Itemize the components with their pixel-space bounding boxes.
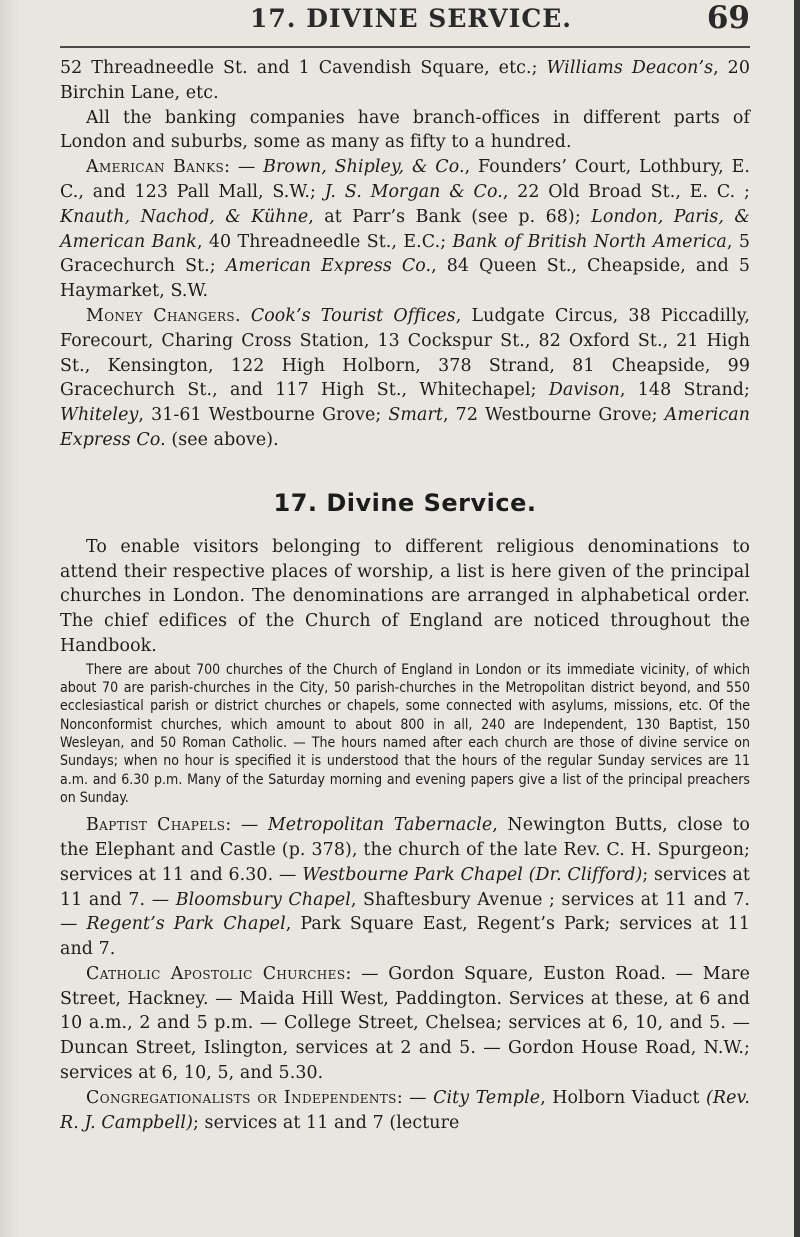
italic-name: (Rev. R. J. Campbell) (60, 1087, 750, 1133)
text-run: , Founders’ Court, Lothbury, E. C., and 123 Pall Mall, S.W.; (60, 157, 750, 202)
text-run: , Shaftesbury Avenue ; services at 11 and 7. — (60, 889, 751, 935)
text-run: , 72 Westbourne Grove; (442, 405, 665, 426)
italic-name: Williams Deacon’s (546, 58, 714, 78)
italic-name: Bank of British North America (452, 231, 727, 252)
text-run: , 84 Queen St., Cheapside, and 5 Haymarket, S.W. (60, 256, 751, 302)
text-run: , 22 Old Broad St., E. C. ; (502, 181, 751, 202)
paragraph (60, 813, 750, 962)
italic-name: Metropolitan Tabernacle (267, 815, 493, 836)
text-run: , Newington Butts, close to the Elephant and Castle (p. 378), the church of the late Rev. C. H. Spurgeon; services at 11 and 6.30. — (60, 815, 750, 885)
italic-name: American Express Co. (60, 405, 750, 450)
text-run: ; services at 11 and 7 (lecture (192, 1112, 460, 1133)
text-run: , at Parr’s Bank (see p. 68); (308, 206, 592, 227)
text-run: : — (224, 157, 264, 178)
paragraph (60, 962, 750, 1086)
running-head-title: 17. DIVINE SERVICE. (250, 4, 573, 33)
italic-name: London, Paris, & American Bank (60, 206, 750, 252)
italic-name: Regent’s Park Chapel (86, 914, 286, 935)
text-run: : — (396, 1087, 434, 1108)
text-run: : — (225, 815, 268, 836)
text-run: All the banking companies have branch-offices in different parts of London and suburbs, some as many as fifty to a hundred. (60, 107, 750, 153)
scan-edge-right (794, 0, 800, 1237)
paragraph (60, 106, 750, 156)
text-run: , 31-61 Westbourne Grove; (138, 405, 389, 426)
category-heading: American Banks (86, 157, 225, 178)
text-run: , Ludgate Circus, 38 Piccadilly, Forecourt, Charing Cross Station, 13 Cockspur St., 82 Oxford St., 21 High St., Kensington, 122 High Holborn, 378 Strand, 81 Cheapside, 99 Gracechurch St., and 117 High St., Whitechapel; (60, 305, 750, 401)
text-run: , 20 Birchin Lane, etc. (60, 58, 750, 103)
header-rule (60, 46, 750, 48)
italic-name: J. S. Morgan & Co. (324, 181, 503, 202)
text-run: . (235, 305, 251, 326)
paragraph (60, 1086, 750, 1136)
text-run: , Holborn Viaduct (540, 1087, 707, 1108)
category-heading: Catholic Apostolic Churches (86, 963, 346, 984)
text-run: 52 Threadneedle St. and 1 Cavendish Square, etc.; (60, 58, 547, 78)
paragraph (60, 304, 750, 453)
category-heading: Congregationalists or Independents (86, 1087, 397, 1108)
italic-name: Cook’s Tourist Offices (250, 305, 456, 326)
category-heading: Baptist Chapels (86, 815, 226, 836)
banks-section (60, 56, 750, 453)
italic-name: Whiteley (60, 405, 139, 426)
running-head (60, 0, 750, 56)
italic-name: Brown, Shipley, & Co. (263, 157, 465, 178)
text-run: (see above). (165, 429, 279, 450)
intro-block (60, 535, 750, 659)
small-print-note: There are about 700 churches of the Church of England in London or its immediate vicinity, of which about 70 are parish-churches in the City, 50 parish-churches in the Metropolitan district beyond, and 550 ecclesiastical parish or district churches or chapels, some connected with asylums, missions, etc. Of the Nonconformist churches, which amount to about 800 in all, 240 are Independent, 130 Baptist, 150 Wesleyan, and 50 Roman Catholic. — The hours named after each church are those of divine service on Sundays; when no hour is specified it is understood that the hours of the regular Sunday services are 11 a.m. and 6.30 p.m. Many of the Saturday morning and evening papers give a list of the principal preachers on Sunday. (60, 661, 750, 806)
paragraph (60, 56, 750, 106)
italic-name: American Express Co. (225, 256, 432, 277)
denominations-section (60, 813, 750, 1135)
text-run: , 5 Gracechurch St.; (60, 231, 750, 277)
italic-name: Davison (548, 380, 620, 401)
intro-paragraph: To enable visitors belonging to different religious denominations to attend their respective places of worship, a list is here given of the principal churches in London. The denominations are arranged in alphabetical order. The chief edifices of the Church of England are noticed throughout the Handbook. (60, 536, 750, 656)
scan-edge-left (0, 0, 18, 1237)
category-heading: Money Changers (86, 305, 236, 326)
section-heading: 17. Divine Service. (273, 488, 537, 517)
italic-name: Westbourne Park Chapel (Dr. Clifford) (302, 864, 643, 885)
italic-name: Knauth, Nachod, & Kühne (60, 206, 309, 227)
text-run: : — Gordon Square, Euston Road. — Mare Street, Hackney. — Maida Hill West, Paddington. Services at these, at 6 and 10 a.m., 2 and 5 p.m. — College Street, Chelsea; services at 6, 10, and 5. — Duncan Street, Islington, services at 2 and 5. — Gordon House Road, N.W.; services at 6, 10, 5, and 5.30. (60, 963, 750, 1084)
italic-name: Bloomsbury Chapel (175, 889, 351, 910)
page-number: 69 (706, 0, 750, 36)
text-run: ; services at 11 and 7. — (60, 864, 750, 910)
paragraph (60, 155, 750, 304)
italic-name: City Temple (433, 1087, 541, 1108)
text-run: , Park Square East, Regent’s Park; services at 11 and 7. (60, 914, 751, 960)
text-run: , 40 Threadneedle St., E.C.; (196, 231, 453, 252)
text-run: , 148 Strand; (619, 380, 750, 401)
italic-name: Smart (388, 405, 443, 426)
book-page (60, 0, 750, 1237)
